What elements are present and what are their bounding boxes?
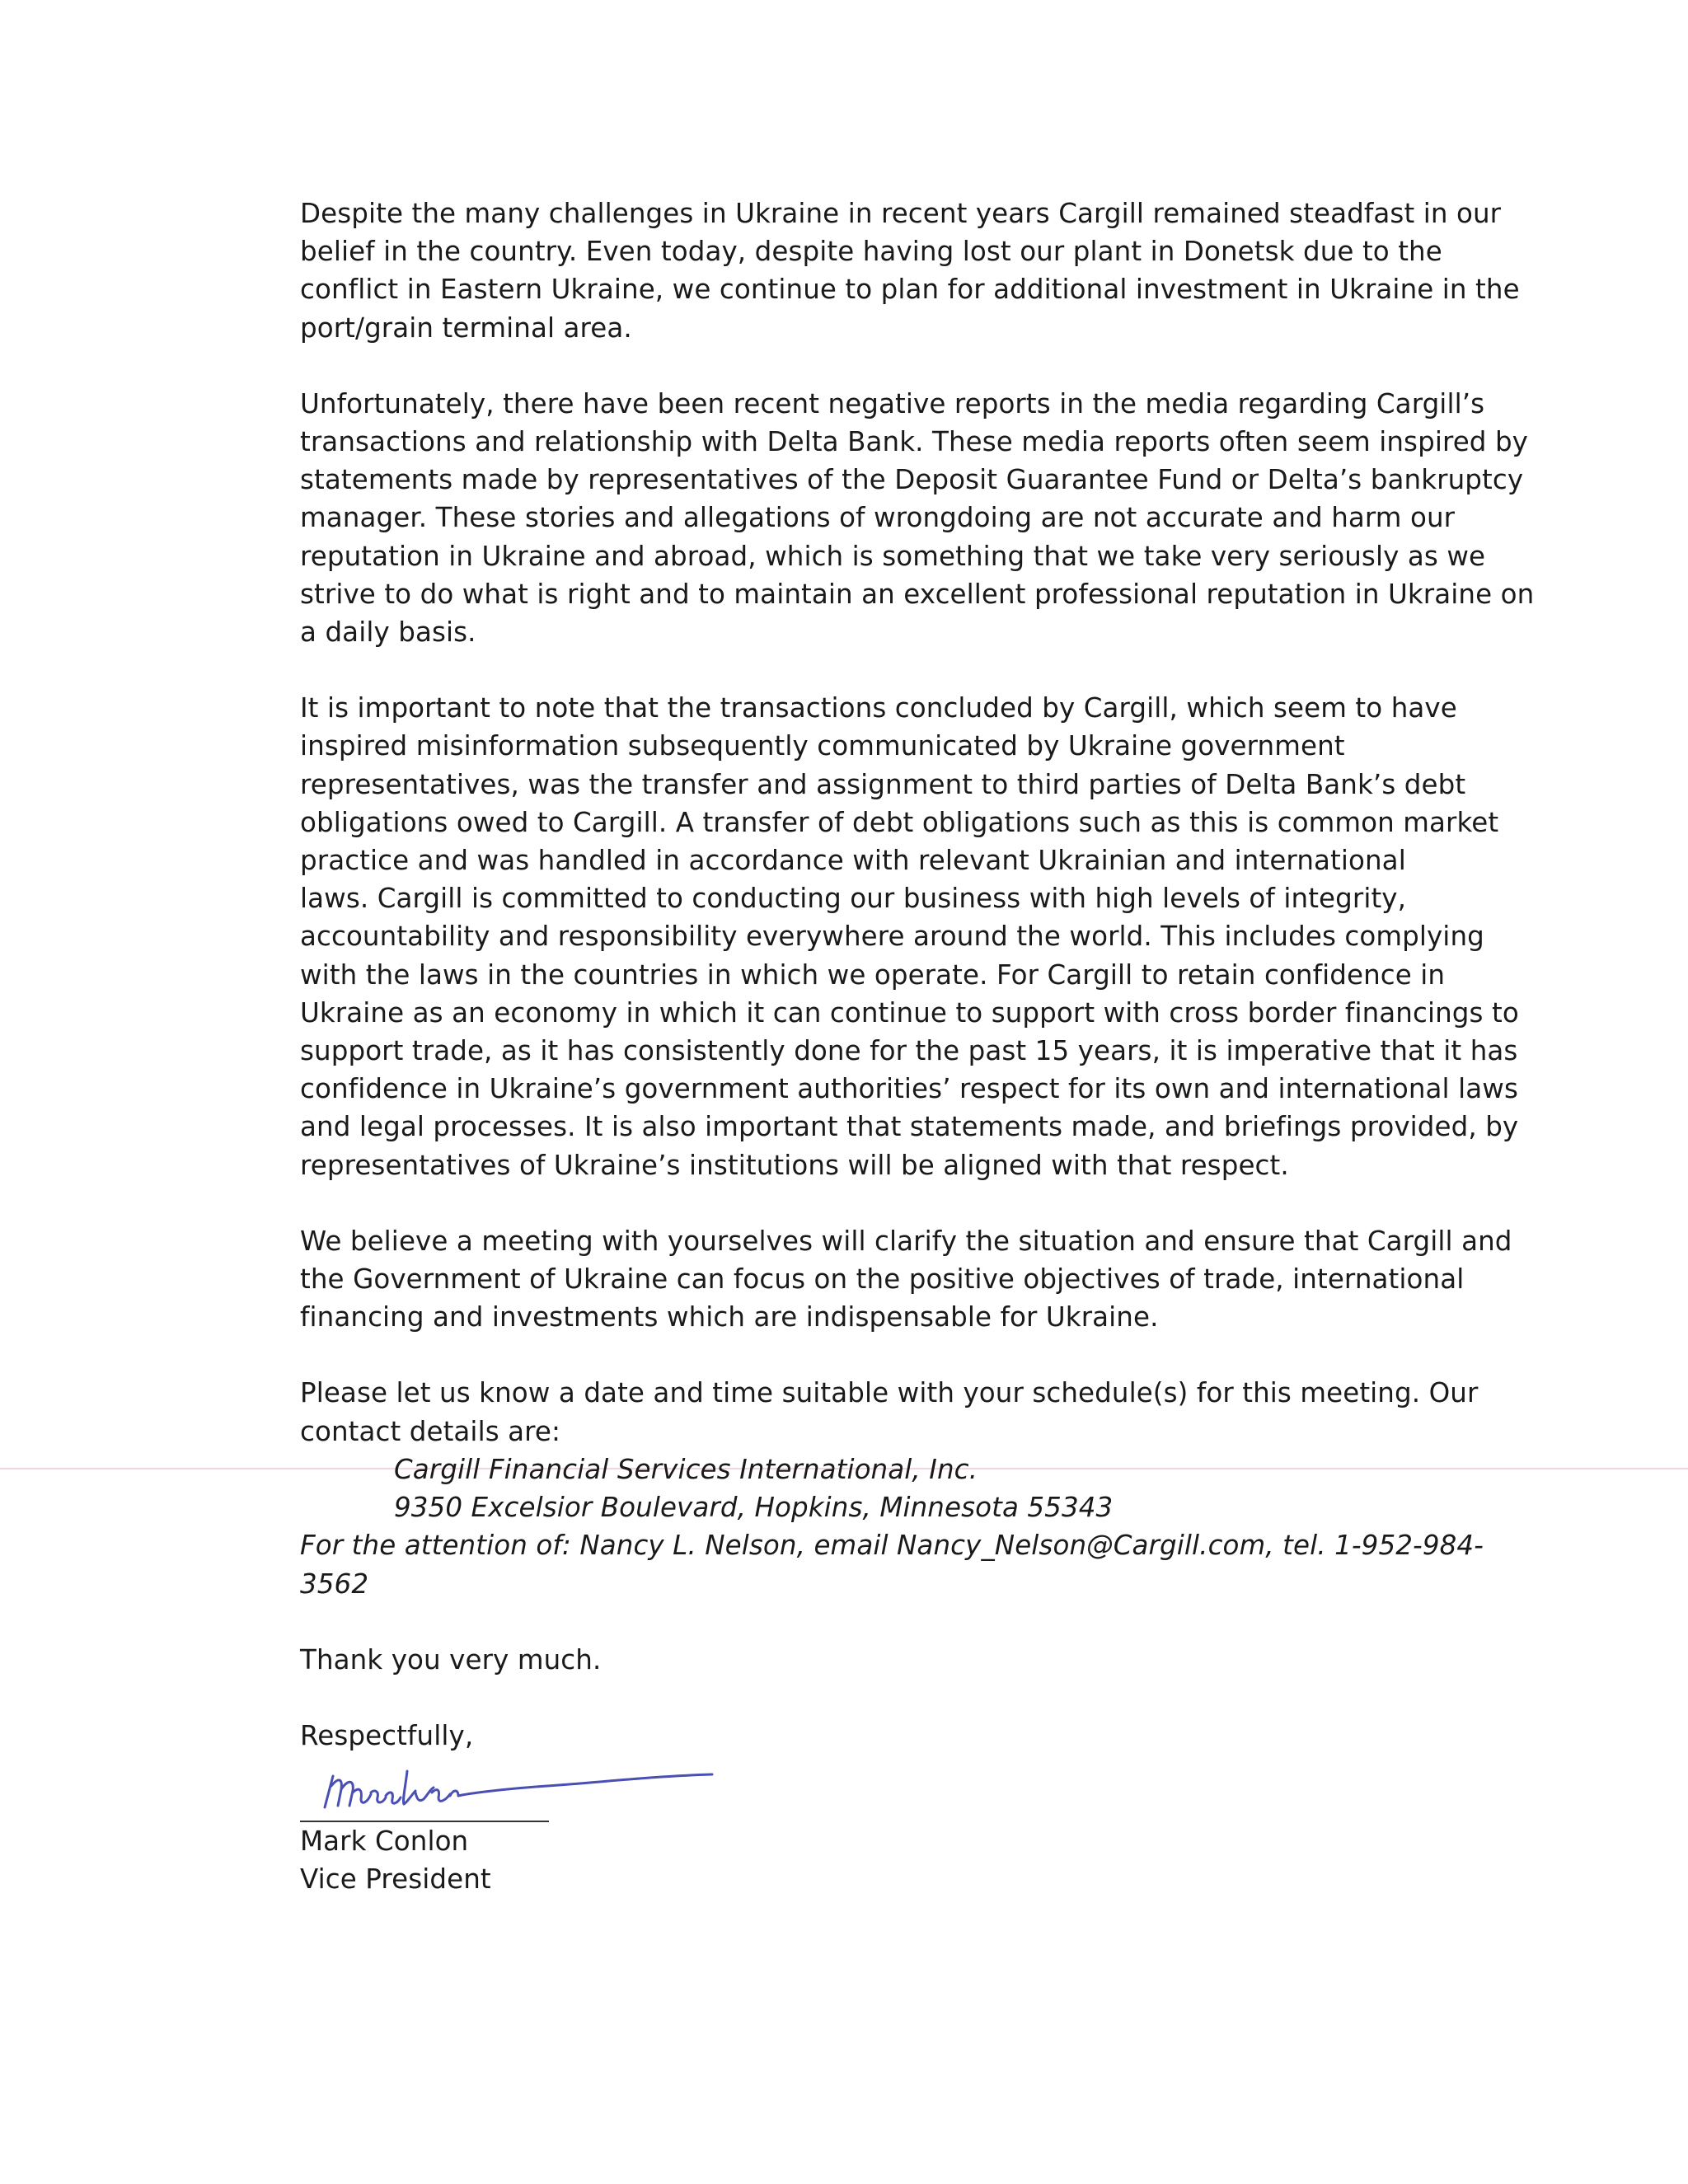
letter-body [300, 194, 1535, 1899]
street-address: 9350 Excelsior Boulevard, Hopkins, Minnesota 55343 [394, 1492, 1114, 1524]
text-line: We believe a meeting with yourselves will clarify the situation and ensure that Cargill and [300, 1225, 1512, 1257]
text-line: support trade, as it has consistently done for the past 15 years, it is imperative that it has [300, 1035, 1518, 1067]
text-line: Ukraine as an economy in which it can continue to support with cross border financings to [300, 996, 1519, 1029]
signature-icon [300, 1756, 729, 1821]
text-line: the Government of Ukraine can focus on the positive objectives of trade, international [300, 1263, 1465, 1296]
text-line: strive to do what is right and to maintain an excellent professional reputation in Ukraine on [300, 578, 1535, 610]
text-line: obligations owed to Cargill. A transfer of debt obligations such as this is common market [300, 806, 1499, 838]
text-line: financing and investments which are indispensable for Ukraine. [300, 1301, 1159, 1333]
company-name: Cargill Financial Services International, Inc. [394, 1453, 978, 1485]
paragraph-4 [300, 1222, 1512, 1337]
text-line: belief in the country. Even today, despite having lost our plant in Donetsk due to the [300, 236, 1442, 268]
text-line: representatives of Ukraine’s institutions will be aligned with that respect. [300, 1149, 1289, 1181]
text-line: port/grain terminal area. [300, 312, 632, 344]
text-line: manager. These stories and allegations of wrongdoing are not accurate and harm our [300, 502, 1456, 534]
text-line: Please let us know a date and time suitable with your schedule(s) for this meeting. Our [300, 1377, 1479, 1409]
text-line: accountability and responsibility everywhere around the world. This includes complying [300, 921, 1484, 953]
text-line: laws. Cargill is committed to conducting our business with high levels of integrity, [300, 883, 1407, 915]
paragraph-3 [300, 689, 1519, 1184]
paragraph-1 [300, 194, 1520, 347]
handwritten-signature [300, 1756, 729, 1821]
attention-line-continued: 3562 [300, 1568, 369, 1600]
signer-name: Mark Conlon [300, 1825, 469, 1858]
text-line: representatives, was the transfer and assignment to third parties of Delta Bank’s debt [300, 768, 1466, 800]
text-line: practice and was handled in accordance with relevant Ukrainian and international [300, 845, 1406, 877]
text-line: confidence in Ukraine’s government authorities’ respect for its own and international laws [300, 1073, 1518, 1105]
text-line: inspired misinformation subsequently communicated by Ukraine government [300, 730, 1345, 762]
text-line: conflict in Eastern Ukraine, we continue to plan for additional investment in Ukraine in the [300, 274, 1520, 306]
text-line: contact details are: [300, 1415, 561, 1447]
text-line: with the laws in the countries in which we operate. For Cargill to retain confidence in [300, 958, 1446, 991]
attention-line: For the attention of: Nancy L. Nelson, email Nancy_Nelson@Cargill.com, tel. 1-952-984- [300, 1530, 1484, 1562]
thanks-line: Thank you very much. [300, 1643, 602, 1675]
text-line: Unfortunately, there have been recent negative reports in the media regarding Cargill’s [300, 387, 1485, 419]
signer-title: Vice President [300, 1863, 491, 1896]
text-line: It is important to note that the transactions concluded by Cargill, which seem to have [300, 692, 1457, 724]
text-line: Despite the many challenges in Ukraine in recent years Cargill remained steadfast in our [300, 198, 1502, 229]
closing-line: Respectfully, [300, 1719, 474, 1751]
text-line: transactions and relationship with Delta Bank. These media reports often seem inspired by [300, 426, 1529, 458]
paragraph-2 [300, 385, 1535, 651]
contact-address [300, 1451, 1484, 1603]
text-line: a daily basis. [300, 616, 476, 649]
text-line: and legal processes. It is also important that statements made, and briefings provided, by [300, 1111, 1519, 1143]
text-line: reputation in Ukraine and abroad, which is something that we take very seriously as we [300, 540, 1486, 572]
contact-intro [300, 1374, 1479, 1450]
text-line: statements made by representatives of the Deposit Guarantee Fund or Delta’s bankruptcy [300, 464, 1524, 496]
